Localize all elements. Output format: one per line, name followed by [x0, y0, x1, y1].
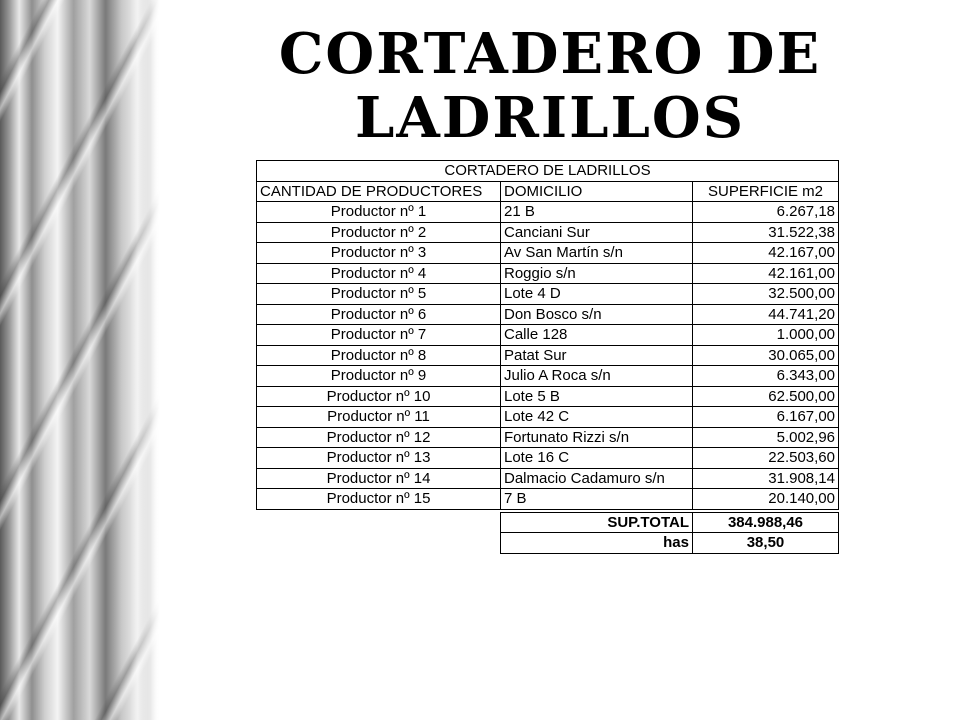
cell-productor: Productor nº 4 [257, 263, 501, 284]
table-row [257, 243, 839, 264]
cell-productor: Productor nº 8 [257, 345, 501, 366]
cell-domicilio: Av San Martín s/n [501, 243, 693, 264]
hectares-row-value: 38,50 [693, 533, 839, 554]
table-row [257, 468, 839, 489]
cell-domicilio: Lote 42 C [501, 407, 693, 428]
header-superficie: SUPERFICIE m2 [693, 181, 839, 202]
cell-domicilio: Calle 128 [501, 325, 693, 346]
total-row-label: SUP.TOTAL [501, 512, 693, 533]
table-row [257, 202, 839, 223]
table-row [257, 407, 839, 428]
cell-domicilio: Canciani Sur [501, 222, 693, 243]
hectares-row [257, 533, 839, 554]
cell-superficie: 32.500,00 [693, 284, 839, 305]
table-row [257, 386, 839, 407]
title-line-2: LADRILLOS [354, 85, 746, 151]
hectares-row-label: has [501, 533, 693, 554]
total-row-value: 384.988,46 [693, 512, 839, 533]
table-caption-row [257, 161, 839, 182]
cell-productor: Productor nº 1 [257, 202, 501, 223]
cell-superficie: 31.908,14 [693, 468, 839, 489]
cell-superficie: 22.503,60 [693, 448, 839, 469]
cell-domicilio: Roggio s/n [501, 263, 693, 284]
cell-productor: Productor nº 12 [257, 427, 501, 448]
header-domicilio: DOMICILIO [501, 181, 693, 202]
cell-superficie: 20.140,00 [693, 489, 839, 510]
table-row [257, 345, 839, 366]
total-row [257, 512, 839, 533]
cell-superficie: 42.161,00 [693, 263, 839, 284]
table-row [257, 427, 839, 448]
table-row [257, 284, 839, 305]
cell-superficie: 44.741,20 [693, 304, 839, 325]
empty-cell [257, 533, 501, 554]
slide-title [200, 22, 900, 150]
cell-superficie: 42.167,00 [693, 243, 839, 264]
table-row [257, 489, 839, 510]
table-row [257, 304, 839, 325]
cell-superficie: 31.522,38 [693, 222, 839, 243]
cell-domicilio: Patat Sur [501, 345, 693, 366]
cell-superficie: 6.167,00 [693, 407, 839, 428]
cell-productor: Productor nº 2 [257, 222, 501, 243]
cell-superficie: 6.343,00 [693, 366, 839, 387]
cell-productor: Productor nº 7 [257, 325, 501, 346]
table-row [257, 448, 839, 469]
cell-superficie: 1.000,00 [693, 325, 839, 346]
cell-domicilio: Fortunato Rizzi s/n [501, 427, 693, 448]
table-header-row [257, 181, 839, 202]
title-line-1: CORTADERO DE [278, 21, 822, 87]
table-row [257, 222, 839, 243]
cell-domicilio: Lote 4 D [501, 284, 693, 305]
cell-productor: Productor nº 5 [257, 284, 501, 305]
cell-productor: Productor nº 14 [257, 468, 501, 489]
table-caption: CORTADERO DE LADRILLOS [257, 161, 839, 182]
cell-superficie: 30.065,00 [693, 345, 839, 366]
producers-table [256, 160, 839, 554]
cell-superficie: 6.267,18 [693, 202, 839, 223]
cell-superficie: 62.500,00 [693, 386, 839, 407]
cell-domicilio: Julio A Roca s/n [501, 366, 693, 387]
cell-productor: Productor nº 6 [257, 304, 501, 325]
cell-domicilio: Dalmacio Cadamuro s/n [501, 468, 693, 489]
empty-cell [257, 512, 501, 533]
cell-domicilio: 7 B [501, 489, 693, 510]
cell-domicilio: Lote 5 B [501, 386, 693, 407]
cell-productor: Productor nº 11 [257, 407, 501, 428]
decorative-side-panel [0, 0, 160, 720]
table-row [257, 366, 839, 387]
cell-productor: Productor nº 13 [257, 448, 501, 469]
cell-productor: Productor nº 3 [257, 243, 501, 264]
cell-productor: Productor nº 15 [257, 489, 501, 510]
header-productores: CANTIDAD DE PRODUCTORES [257, 181, 501, 202]
cell-domicilio: Lote 16 C [501, 448, 693, 469]
table-row [257, 263, 839, 284]
cell-productor: Productor nº 9 [257, 366, 501, 387]
table-row [257, 325, 839, 346]
cell-domicilio: 21 B [501, 202, 693, 223]
cell-productor: Productor nº 10 [257, 386, 501, 407]
cell-superficie: 5.002,96 [693, 427, 839, 448]
cell-domicilio: Don Bosco s/n [501, 304, 693, 325]
